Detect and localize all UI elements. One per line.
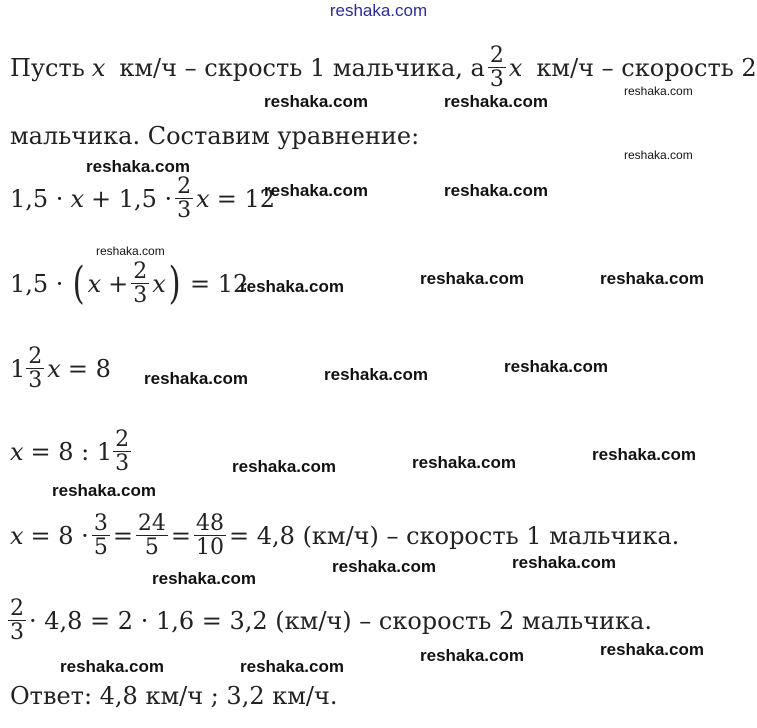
- fraction: [8, 597, 26, 644]
- watermark: reshaka.com: [232, 457, 336, 476]
- text: 1,5 ·: [10, 184, 64, 213]
- equals-sign: =: [170, 521, 192, 550]
- watermark: reshaka.com: [152, 569, 256, 588]
- denominator: 10: [196, 535, 225, 561]
- denominator: 3: [115, 451, 130, 477]
- watermark: reshaka.com: [444, 92, 548, 111]
- text: + 1,5 ·: [90, 184, 173, 213]
- fraction-1: [92, 512, 110, 559]
- watermark: reshaka.com: [52, 481, 156, 500]
- fraction: [131, 260, 149, 307]
- equals-sign: =: [112, 521, 133, 550]
- variable-x: x: [87, 269, 102, 298]
- variable-x: x: [10, 521, 24, 550]
- numerator: 2: [28, 344, 43, 369]
- numerator: 2: [115, 427, 130, 452]
- equation-line-4: [10, 428, 134, 475]
- numerator: 3: [93, 511, 108, 536]
- variable-x: x: [152, 269, 166, 298]
- numerator: 2: [10, 596, 24, 621]
- watermark: reshaka.com: [420, 269, 524, 288]
- answer-line: [10, 684, 337, 708]
- text: = 8 ·: [30, 521, 89, 550]
- watermark: reshaka.com: [324, 365, 428, 384]
- text: 1,5 ·: [10, 269, 64, 298]
- watermark: reshaka.com: [600, 269, 704, 288]
- text: = 8 : 1: [30, 437, 113, 466]
- fraction: [113, 428, 131, 475]
- denominator: 3: [10, 620, 24, 646]
- text: мальчика. Составим уравнение:: [10, 122, 420, 150]
- text: = 4,8 (км/ч) – скорость 1 мальчика.: [229, 521, 680, 550]
- watermark: reshaka.com: [624, 84, 693, 98]
- watermark: reshaka.com: [624, 148, 693, 162]
- text: км/ч – скрость 1 мальчика, а: [119, 53, 485, 82]
- numerator: 24: [137, 511, 166, 536]
- watermark: reshaka.com: [264, 92, 368, 111]
- denominator: 3: [28, 368, 43, 394]
- text: Пусть: [10, 53, 85, 82]
- close-paren: ): [168, 257, 181, 309]
- watermark: reshaka.com: [264, 181, 368, 200]
- text: км/ч – скорость 2: [536, 53, 757, 82]
- numerator: 2: [489, 43, 504, 68]
- denominator: 3: [489, 67, 504, 93]
- numerator: 48: [196, 511, 225, 536]
- denominator: 3: [177, 198, 192, 224]
- fraction-2: [136, 512, 168, 559]
- text: = 12: [216, 184, 275, 213]
- variable-x: x: [10, 437, 24, 466]
- problem-statement-line-2: [10, 124, 419, 148]
- answer-text: Ответ: 4,8 км/ч ; 3,2 км/ч.: [10, 682, 338, 710]
- denominator: 5: [93, 535, 108, 561]
- watermark: reshaka.com: [512, 553, 616, 572]
- fraction-3: [194, 512, 226, 559]
- watermark: reshaka.com: [144, 369, 248, 388]
- text: = 8: [67, 354, 111, 383]
- header-watermark: reshaka.com: [329, 1, 428, 20]
- watermark: reshaka.com: [412, 453, 516, 472]
- variable-x: x: [47, 354, 61, 383]
- numerator: 2: [177, 174, 192, 199]
- watermark: reshaka.com: [444, 181, 548, 200]
- watermark: reshaka.com: [240, 657, 344, 676]
- text: · 4,8 = 2 · 1,6 = 3,2 (км/ч) – скорость 2 мальчика.: [29, 606, 652, 635]
- watermark: reshaka.com: [60, 657, 164, 676]
- denominator: 3: [133, 283, 148, 309]
- open-paren: (: [73, 257, 86, 309]
- equation-line-6: [8, 597, 652, 644]
- variable-x: x: [91, 53, 106, 82]
- numerator: 2: [133, 259, 148, 284]
- equation-line-2: [10, 257, 249, 309]
- fraction: [488, 44, 506, 91]
- equation-line-3: [10, 345, 111, 392]
- variable-x: x: [70, 184, 84, 213]
- watermark: reshaka.com: [600, 640, 704, 659]
- watermark: reshaka.com: [240, 277, 344, 296]
- watermark: reshaka.com: [592, 445, 696, 464]
- watermark: reshaka.com: [86, 157, 190, 176]
- variable-x: x: [196, 184, 210, 213]
- equation-line-1: [10, 175, 275, 222]
- text: = 12: [189, 269, 249, 298]
- plus-sign: +: [108, 269, 129, 298]
- denominator: 5: [144, 535, 159, 561]
- fraction: [26, 345, 44, 392]
- watermark: reshaka.com: [420, 646, 524, 665]
- whole-part: 1: [10, 354, 26, 383]
- fraction: [175, 175, 193, 222]
- watermark: reshaka.com: [332, 557, 436, 576]
- watermark: reshaka.com: [504, 357, 608, 376]
- variable-x: x: [508, 53, 523, 82]
- watermark: reshaka.com: [96, 244, 165, 258]
